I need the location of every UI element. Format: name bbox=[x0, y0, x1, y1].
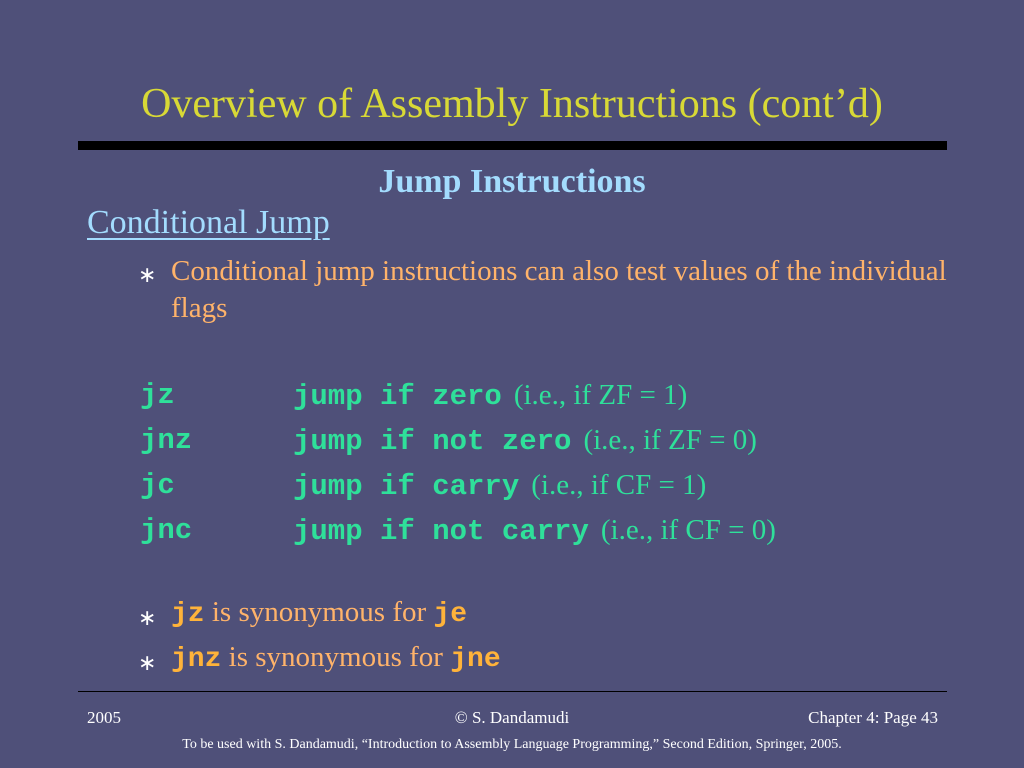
bullet-icon: ∗ bbox=[138, 650, 157, 675]
instruction-meaning: jump if carry bbox=[293, 470, 520, 503]
instruction-condition: (i.e., if CF = 0) bbox=[600, 514, 776, 546]
footer-author: © S. Dandamudi bbox=[454, 708, 570, 727]
bullet-icon: ∗ bbox=[138, 262, 157, 287]
slide-title: Overview of Assembly Instructions (cont’d) bbox=[141, 81, 883, 127]
bullet-icon: ∗ bbox=[138, 605, 157, 630]
instruction-meaning: jump if not carry bbox=[293, 515, 589, 548]
synonym-text: is synonymous for bbox=[211, 596, 427, 628]
synonym-keyword: jnz bbox=[171, 644, 222, 675]
title-divider bbox=[78, 141, 947, 150]
instruction-mnemonic: jnc bbox=[140, 514, 193, 547]
section-subtitle: Jump Instructions bbox=[378, 163, 646, 200]
instruction-description bbox=[293, 514, 776, 548]
synonym-text: is synonymous for bbox=[228, 641, 443, 673]
footer-divider bbox=[78, 691, 947, 692]
instruction-meaning: jump if not zero bbox=[293, 425, 572, 458]
footer-page-number: Chapter 4: Page 43 bbox=[808, 708, 938, 727]
conditional-jump-heading: Conditional Jump bbox=[87, 204, 330, 241]
instruction-description bbox=[293, 379, 687, 413]
synonym-keyword: jz bbox=[171, 599, 205, 630]
synonym-line-jnz bbox=[171, 641, 501, 675]
instruction-mnemonic: jc bbox=[140, 469, 175, 502]
instruction-condition: (i.e., if ZF = 1) bbox=[513, 379, 688, 411]
synonym-keyword: je bbox=[433, 599, 468, 630]
bullet-text-flags: Conditional jump instructions can also test values of the individual flags bbox=[171, 255, 947, 324]
instruction-meaning: jump if zero bbox=[293, 380, 502, 413]
footer-citation: To be used with S. Dandamudi, “Introduction to Assembly Language Programming,” Second Edition, Springer, 2005. bbox=[182, 737, 842, 752]
footer-year: 2005 bbox=[87, 708, 121, 727]
instruction-condition: (i.e., if CF = 1) bbox=[531, 469, 707, 501]
synonym-keyword: jne bbox=[450, 644, 501, 675]
instruction-condition: (i.e., if ZF = 0) bbox=[583, 424, 757, 456]
instruction-description bbox=[293, 424, 757, 458]
synonym-line-jz bbox=[171, 596, 467, 630]
instruction-mnemonic: jnz bbox=[140, 424, 193, 457]
instruction-mnemonic: jz bbox=[140, 379, 175, 412]
instruction-description bbox=[293, 469, 706, 503]
